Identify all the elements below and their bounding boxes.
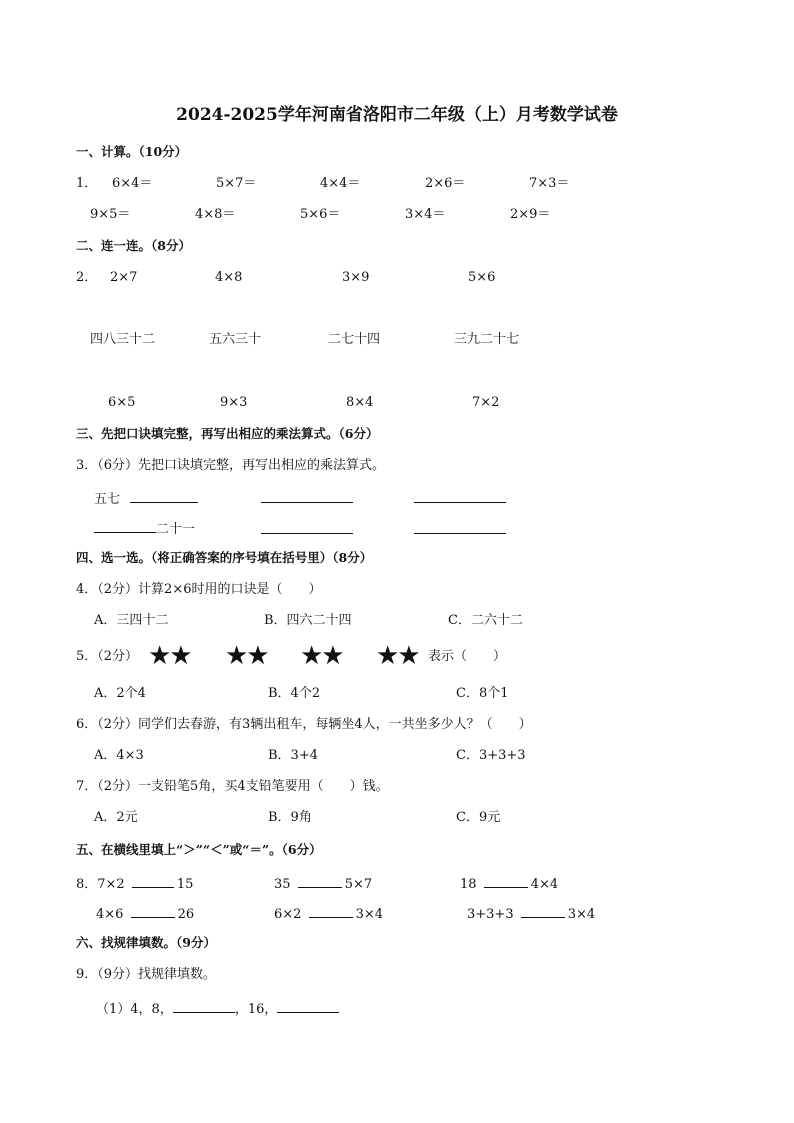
compare-blank[interactable]	[131, 904, 175, 918]
compare-blank[interactable]	[298, 874, 342, 888]
pattern-row-1	[96, 999, 339, 1018]
pattern-prefix: （1）4，8，	[96, 1002, 173, 1017]
section-1-heading: 一、计算。（10分）	[76, 144, 188, 159]
option-c: C．8个1	[456, 686, 509, 701]
calc-item: 9×5＝	[90, 207, 131, 222]
compare-left: 35	[274, 877, 291, 892]
compare-item	[274, 874, 372, 893]
calc-item: 5×7＝	[216, 176, 257, 191]
match-bottom-item: 7×2	[472, 395, 500, 410]
compare-item	[467, 904, 595, 923]
match-middle-item: 五六三十	[209, 332, 262, 347]
calc-item: 5×6＝	[300, 207, 341, 222]
option-b: B．9角	[268, 810, 312, 825]
match-bottom-item: 6×5	[108, 395, 136, 410]
compare-left: 6×2	[274, 907, 302, 922]
match-bottom-item: 9×3	[220, 395, 248, 410]
fill-row-1	[94, 489, 198, 508]
section-2-heading: 二、连一连。（8分）	[76, 238, 191, 253]
question-number: 2．	[76, 270, 98, 285]
calc-item: 2×6＝	[425, 176, 466, 191]
answer-blank[interactable]	[414, 520, 506, 534]
compare-left: 4×6	[96, 907, 124, 922]
question-suffix: 表示（ ）	[428, 649, 507, 664]
answer-blank[interactable]	[261, 489, 353, 503]
option-c: C．二六十二	[448, 613, 523, 628]
compare-left: 8．7×2	[76, 877, 125, 892]
fill-row-2	[94, 519, 195, 538]
compare-right: 15	[176, 877, 194, 892]
pattern-middle: ，16，	[234, 1002, 278, 1017]
option-b: B．四六二十四	[264, 613, 352, 628]
star-icon-group: ★★	[148, 641, 191, 671]
compare-right: 3×4	[567, 907, 596, 922]
compare-item	[76, 874, 193, 893]
match-middle-item: 四八三十二	[90, 332, 156, 347]
option-b: B．3+4	[268, 748, 318, 763]
compare-right: 26	[177, 907, 195, 922]
answer-blank[interactable]	[94, 519, 156, 533]
compare-right: 4×4	[530, 877, 559, 892]
calc-item: 3×4＝	[405, 207, 446, 222]
match-middle-item: 二七十四	[328, 332, 381, 347]
option-c: C．3+3+3	[456, 748, 526, 763]
option-a: A．2元	[94, 810, 138, 825]
star-icon-group: ★★	[225, 641, 268, 671]
compare-left: 18	[460, 877, 477, 892]
match-top-item: 3×9	[342, 270, 370, 285]
rhyme-suffix: 二十一	[156, 522, 196, 537]
match-top-item: 5×6	[468, 270, 496, 285]
section-4-heading: 四、选一选。（将正确答案的序号填在括号里）（8分）	[76, 550, 373, 565]
section-6-heading: 六、找规律填数。（9分）	[76, 935, 216, 950]
option-a: A．三四十二	[94, 613, 169, 628]
section-3-heading: 三、先把口诀填完整，再写出相应的乘法算式。（6分）	[76, 426, 379, 441]
compare-right: 5×7	[344, 877, 373, 892]
star-icon-group: ★★	[300, 641, 343, 671]
rhyme-prefix: 五七	[94, 492, 121, 507]
question-text: 3．（6分）先把口诀填完整，再写出相应的乘法算式。	[76, 458, 386, 473]
option-c: C．9元	[456, 810, 501, 825]
answer-blank[interactable]	[414, 489, 506, 503]
calc-item: 4×4＝	[320, 176, 361, 191]
option-a: A．2个4	[94, 686, 146, 701]
question-text: 4．（2分）计算2×6时用的口诀是（ ）	[76, 582, 322, 597]
compare-blank[interactable]	[132, 874, 174, 888]
answer-blank[interactable]	[130, 489, 198, 503]
compare-left: 3+3+3	[467, 907, 514, 922]
page-title: 2024-2025学年河南省洛阳市二年级（上）月考数学试卷	[176, 105, 618, 125]
calc-item: 6×4＝	[112, 176, 153, 191]
answer-blank[interactable]	[277, 999, 339, 1013]
compare-item	[96, 904, 194, 923]
section-5-heading: 五、在横线里填上“＞”“＜”或“＝”。（6分）	[76, 842, 322, 857]
match-middle-item: 三九二十七	[454, 332, 520, 347]
answer-blank[interactable]	[173, 999, 235, 1013]
match-top-item: 4×8	[215, 270, 243, 285]
answer-blank[interactable]	[261, 520, 353, 534]
option-b: B．4个2	[268, 686, 321, 701]
compare-blank[interactable]	[484, 874, 528, 888]
compare-blank[interactable]	[309, 904, 353, 918]
question-number: 1．	[76, 176, 98, 191]
calc-item: 2×9＝	[510, 207, 551, 222]
compare-blank[interactable]	[521, 904, 565, 918]
calc-item: 4×8＝	[195, 207, 236, 222]
question-prefix: 5．（2分）	[76, 649, 139, 664]
option-a: A．4×3	[94, 748, 144, 763]
calc-item: 7×3＝	[529, 176, 570, 191]
compare-right: 3×4	[355, 907, 384, 922]
star-icon-group: ★★	[376, 641, 419, 671]
compare-item	[460, 874, 558, 893]
compare-item	[274, 904, 383, 923]
question-text: 6．（2分）同学们去春游，有3辆出租车，每辆坐4人，一共坐多少人？（ ）	[76, 717, 532, 732]
question-text: 9．（9分）找规律填数。	[76, 967, 217, 982]
match-bottom-item: 8×4	[346, 395, 374, 410]
question-text: 7．（2分）一支铅笔5角，买4支铅笔要用（ ）钱。	[76, 779, 389, 794]
match-top-item: 2×7	[110, 270, 138, 285]
